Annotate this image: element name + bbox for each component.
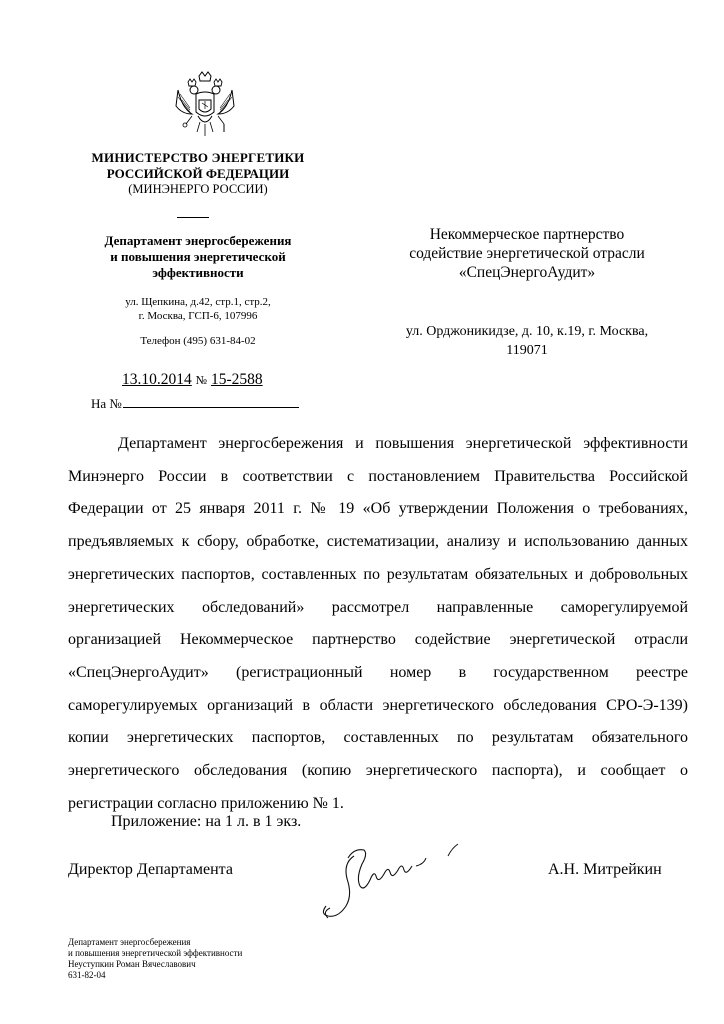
recipient-line1: Некоммерческое партнерство (429, 226, 625, 243)
executor-name: Неуступкин Роман Вячеславович (68, 959, 196, 969)
letter-body: Департамент энергосбережения и повышения энергетической эффективности Минэнерго России в соответствии с постановлением Правительства Российской Федерации от 25 января 2011 г. № 19 «Об утверждении Положения о требованиях, предъявляемых к сбору, обработке, систематизации, анализу и использованию данных энергетических паспортов, составленных по результатам обязательных и добровольных энергетических обследований» рассмотрел направленные саморегулируемой организацией Некоммерческое партнерство содействие энергетической отрасли «СпецЭнергоАудит» (регистрационный номер в государственном реестре саморегулируемых организаций в области энергетического обследования СРО-Э-139) копии энергетических паспортов, составленных по результатам обязательного энергетического обследования (копию энергетического паспорта), и сообщает о регистрации согласно приложению № 1. (68, 435, 688, 812)
sender-address-line2: г. Москва, ГСП-6, 107996 (138, 310, 258, 322)
director-title: Директор Департамента (68, 861, 233, 878)
ministry-name-line1: МИНИСТЕРСТВО ЭНЕРГЕТИКИ (91, 150, 305, 165)
executor-phone: 631-82-04 (68, 970, 106, 980)
reference-label: На № (91, 396, 122, 411)
department-name-line3: эффективности (152, 265, 244, 280)
department-name-line2: и повышения энергетической (110, 249, 286, 264)
department-name-line1: Департамент энергосбережения (104, 233, 292, 248)
number-sign: № (195, 373, 208, 387)
recipient-line2: содействие энергетической отрасли (409, 245, 645, 262)
recipient-line3: «СпецЭнергоАудит» (458, 264, 596, 281)
registration-line (122, 371, 263, 389)
executor-dept-line2: и повышения энергетической эффективности (68, 948, 243, 958)
signature-image (314, 836, 474, 926)
letter-number: 15-2588 (210, 371, 263, 388)
coat-of-arms-icon (172, 70, 238, 148)
letter-date: 13.10.2014 (122, 371, 192, 388)
recipient-address-line2: 119071 (506, 343, 548, 358)
sender-address-line1: ул. Щепкина, д.42, стр.1, стр.2, (125, 296, 271, 308)
reference-blank (123, 395, 299, 408)
director-name: А.Н. Митрейкин (548, 861, 662, 878)
recipient-address-line1: ул. Орджоникидзе, д. 10, к.19, г. Москва, (405, 324, 649, 339)
ministry-short-name: (МИНЭНЕРГО РОССИИ) (128, 182, 268, 196)
sender-phone: Телефон (495) 631-84-02 (140, 335, 256, 347)
attachment-note: Приложение: на 1 л. в 1 экз. (111, 813, 302, 830)
header-divider (177, 217, 209, 218)
ministry-name-line2: РОССИЙСКОЙ ФЕДЕРАЦИИ (106, 166, 290, 181)
reference-line (91, 395, 299, 412)
executor-dept-line1: Департамент энергосбережения (68, 937, 191, 947)
